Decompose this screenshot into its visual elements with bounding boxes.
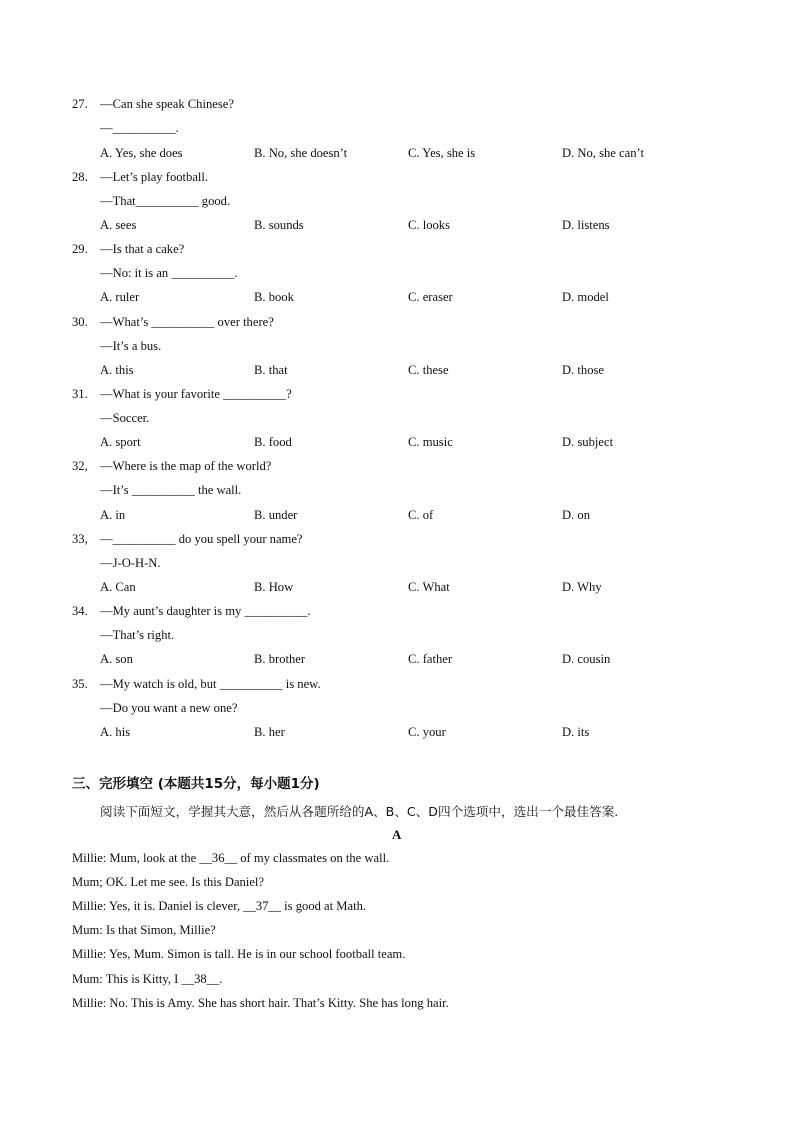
option-b: B. How — [254, 580, 294, 594]
dialogue-line: Millie: Yes, it is. Daniel is clever, __37__ is good at Math. — [72, 899, 367, 913]
option-c: C. of — [408, 508, 434, 522]
question-prompt: —My watch is old, but __________ is new. — [100, 677, 321, 691]
question-answer-line: —It’s a bus. — [100, 339, 162, 353]
question-answer-line: —That’s right. — [100, 628, 175, 642]
question-prompt: —Can she speak Chinese? — [100, 97, 234, 111]
question-answer-line: —__________. — [100, 121, 179, 135]
question-answer-line: —Soccer. — [100, 411, 150, 425]
dialogue-line: Mum: This is Kitty, I __38__. — [72, 972, 223, 986]
option-d: D. No, she can’t — [562, 146, 644, 160]
option-a: A. ruler — [100, 290, 140, 304]
option-d: D. model — [562, 290, 609, 304]
option-c: C. looks — [408, 218, 450, 232]
option-c: C. What — [408, 580, 450, 594]
option-b: B. brother — [254, 652, 306, 666]
option-b: B. food — [254, 435, 292, 449]
option-c: C. your — [408, 725, 446, 739]
question-number: 28. — [72, 170, 88, 184]
option-b: B. sounds — [254, 218, 304, 232]
option-d: D. its — [562, 725, 590, 739]
question-answer-line: —No: it is an __________. — [100, 266, 238, 280]
question-number: 33, — [72, 532, 88, 546]
passage-title: A — [392, 827, 402, 842]
question-number: 35. — [72, 677, 88, 691]
option-c: C. father — [408, 652, 453, 666]
option-c: C. eraser — [408, 290, 453, 304]
option-b: B. No, she doesn’t — [254, 146, 348, 160]
question-number: 27. — [72, 97, 88, 111]
option-a: A. in — [100, 508, 126, 522]
question-prompt: —Let’s play football. — [100, 170, 209, 184]
option-a: A. this — [100, 363, 134, 377]
question-prompt: —__________ do you spell your name? — [100, 532, 303, 546]
option-b: B. her — [254, 725, 285, 739]
question-prompt: —What is your favorite __________? — [100, 387, 292, 401]
option-a: A. sport — [100, 435, 141, 449]
option-c: C. music — [408, 435, 453, 449]
option-a: A. Can — [100, 580, 136, 594]
option-c: C. Yes, she is — [408, 146, 476, 160]
option-d: D. listens — [562, 218, 610, 232]
option-a: A. son — [100, 652, 133, 666]
option-c: C. these — [408, 363, 449, 377]
question-number: 29. — [72, 242, 88, 256]
question-answer-line: —It’s __________ the wall. — [100, 483, 242, 497]
section-title: 三、完形填空 (本题共15分，每小题1分) — [72, 776, 320, 792]
question-prompt: —Is that a cake? — [100, 242, 185, 256]
question-number: 30. — [72, 315, 88, 329]
dialogue-line: Mum: Is that Simon, Millie? — [72, 923, 216, 937]
dialogue-line: Millie: Mum, look at the __36__ of my classmates on the wall. — [72, 851, 390, 865]
option-b: B. under — [254, 508, 298, 522]
question-number: 32, — [72, 459, 88, 473]
dialogue-line: Millie: Yes, Mum. Simon is tall. He is in our school football team. — [72, 947, 406, 961]
question-prompt: —My aunt’s daughter is my __________. — [100, 604, 311, 618]
option-d: D. subject — [562, 435, 614, 449]
question-number: 34. — [72, 604, 88, 618]
option-a: A. his — [100, 725, 131, 739]
option-b: B. that — [254, 363, 288, 377]
option-d: D. cousin — [562, 652, 611, 666]
option-d: D. on — [562, 508, 590, 522]
dialogue-line: Millie: No. This is Amy. She has short hair. That’s Kitty. She has long hair. — [72, 996, 449, 1010]
section-instruction: 阅读下面短文，学握其大意，然后从各题所给的A、B、C、D四个选项中，选出一个最佳答案. — [100, 804, 619, 819]
option-a: A. Yes, she does — [100, 146, 183, 160]
question-number: 31. — [72, 387, 88, 401]
question-answer-line: —Do you want a new one? — [100, 701, 238, 715]
option-b: B. book — [254, 290, 294, 304]
option-d: D. Why — [562, 580, 602, 594]
question-prompt: —What’s __________ over there? — [100, 315, 274, 329]
option-a: A. sees — [100, 218, 137, 232]
question-prompt: —Where is the map of the world? — [100, 459, 272, 473]
question-answer-line: —That__________ good. — [100, 194, 231, 208]
option-d: D. those — [562, 363, 604, 377]
dialogue-line: Mum; OK. Let me see. Is this Daniel? — [72, 875, 265, 889]
question-answer-line: —J-O-H-N. — [100, 556, 161, 570]
